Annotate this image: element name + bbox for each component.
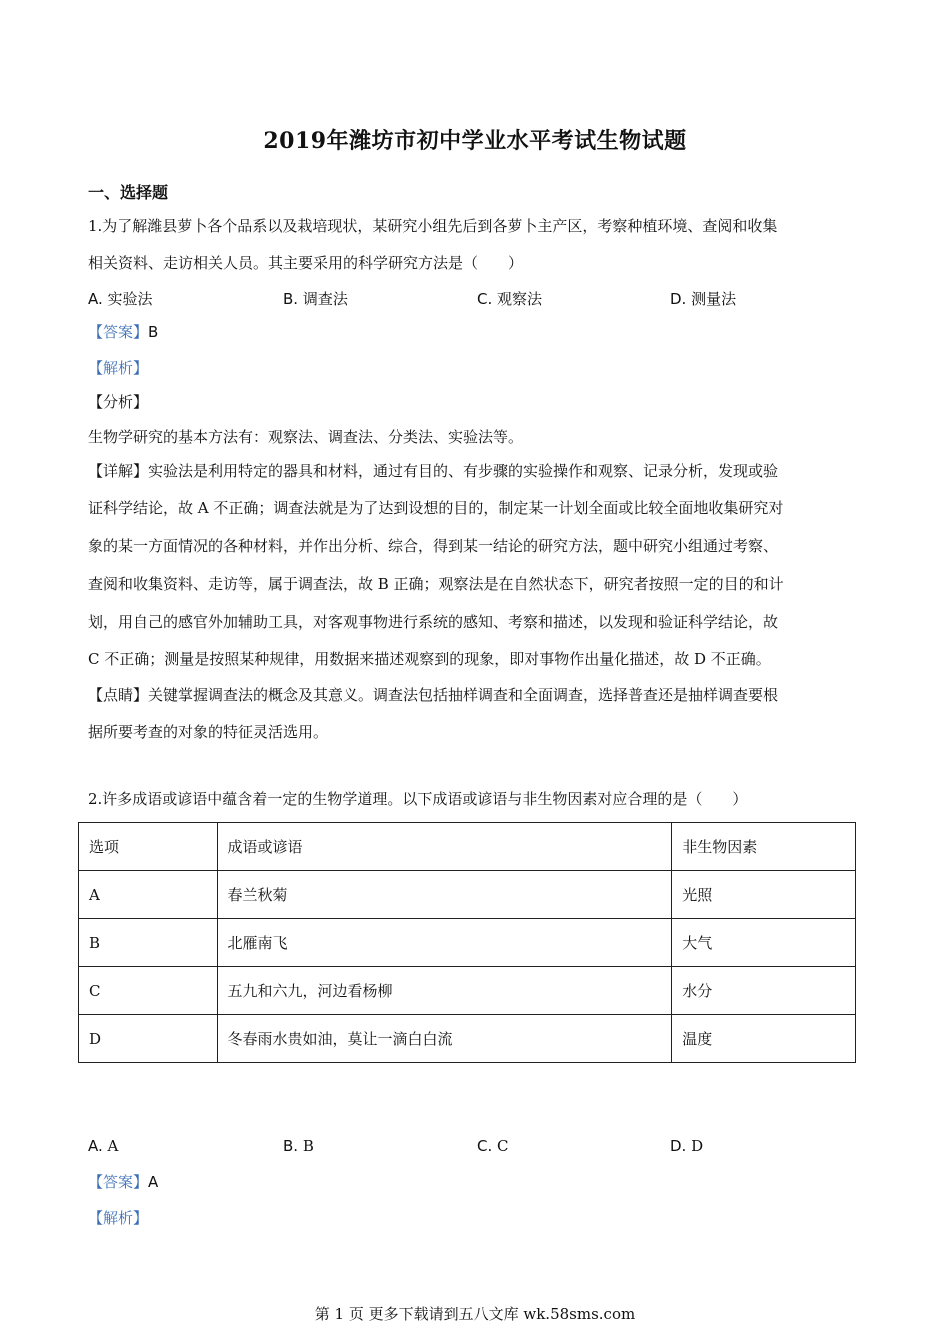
table-header-cell: 选项 <box>79 823 218 871</box>
q1-detail-line-2: 证科学结论，故 A 不正确；调查法就是为了达到设想的目的，制定某一计划全面或比较全面地收集研究对 <box>88 499 784 517</box>
q1-dianjing-line-1 <box>88 685 778 705</box>
option-letter: C. <box>477 1137 493 1155</box>
option-letter: C. <box>477 290 493 308</box>
table-cell: 大气 <box>672 919 856 967</box>
q2-option-c <box>477 1137 509 1155</box>
table-cell: 北雁南飞 <box>217 919 672 967</box>
dianjing-text: 关键掌握调查法的概念及其意义。调查法包括抽样调查和全面调查，选择普查还是抽样调查要根 <box>148 686 779 704</box>
document-title: 2019年潍坊市初中学业水平考试生物试题 <box>263 128 687 154</box>
table-cell: B <box>79 919 218 967</box>
q2-option-a <box>88 1137 118 1155</box>
table-row <box>79 919 856 967</box>
option-text: C <box>492 1137 509 1155</box>
q2-analysis-tag: 【解析】 <box>88 1209 149 1227</box>
table-cell: A <box>79 871 218 919</box>
table-row <box>79 871 856 919</box>
q1-option-d <box>670 288 736 309</box>
q2-option-d <box>670 1137 703 1155</box>
table-row <box>79 1015 856 1063</box>
table-cell: 温度 <box>672 1015 856 1063</box>
option-letter: B. <box>283 290 299 308</box>
table-cell: 水分 <box>672 967 856 1015</box>
option-text: 实验法 <box>102 290 153 308</box>
table-row <box>79 967 856 1015</box>
q1-detail-line-5: 划，用自己的感官外加辅助工具，对客观事物进行系统的感知、考察和描述，以发现和验证科学结论，故 <box>88 613 779 631</box>
detail-text: 实验法是利用特定的器具和材料，通过有目的、有步骤的实验操作和观察、记录分析，发现或验 <box>148 462 779 480</box>
table-header-row <box>79 823 856 871</box>
option-letter: D. <box>670 290 687 308</box>
page-footer: 第 1 页 更多下载请到五八文库 wk.58sms.com <box>314 1305 636 1323</box>
option-text: 观察法 <box>492 290 543 308</box>
q1-detail-line-4: 查阅和收集资料、走访等，属于调查法，故 B 正确；观察法是在自然状态下，研究者按照一定的目的和计 <box>88 575 784 593</box>
q1-fenxi-tag: 【分析】 <box>88 393 149 411</box>
option-letter: A. <box>88 1137 103 1155</box>
q1-analysis-tag: 【解析】 <box>88 359 149 377</box>
option-text: B <box>298 1137 314 1155</box>
q1-detail-line-3: 象的某一方面情况的各种材料，并作出分析、综合，得到某一结论的研究方法，题中研究小组通过考察、 <box>88 537 779 555</box>
table-header-cell: 非生物因素 <box>672 823 856 871</box>
table-cell: D <box>79 1015 218 1063</box>
option-text: A <box>102 1137 119 1155</box>
table-cell: 光照 <box>672 871 856 919</box>
option-text: 测量法 <box>686 290 737 308</box>
q2-table <box>78 822 856 1063</box>
q1-stem-line-2: 相关资料、走访相关人员。其主要采用的科学研究方法是（ ） <box>88 254 524 272</box>
option-text: D <box>686 1137 704 1155</box>
option-letter: A. <box>88 290 103 308</box>
q2-option-b <box>283 1137 314 1155</box>
answer-tag: 【答案】 <box>88 323 149 341</box>
table-cell: 冬春雨水贵如油，莫让一滴白白流 <box>217 1015 672 1063</box>
q2-stem: 2.许多成语或谚语中蕴含着一定的生物学道理。以下成语或谚语与非生物因素对应合理的是（ ） <box>88 790 748 808</box>
option-text: 调查法 <box>298 290 348 308</box>
section-heading: 一、选择题 <box>88 183 169 202</box>
q1-stem-line-1: 1.为了解潍县萝卜各个品系以及栽培现状，某研究小组先后到各萝卜主产区，考察种植环境、查阅和收集 <box>88 217 778 235</box>
answer-value: B <box>148 323 159 341</box>
table-header-cell: 成语或谚语 <box>217 823 672 871</box>
table-cell: C <box>79 967 218 1015</box>
q1-option-c <box>477 288 542 309</box>
q1-option-b <box>283 288 348 309</box>
answer-value: A <box>148 1173 159 1191</box>
q1-fenxi-text: 生物学研究的基本方法有：观察法、调查法、分类法、实验法等。 <box>88 428 524 446</box>
table-cell: 春兰秋菊 <box>217 871 672 919</box>
q1-option-a <box>88 288 153 309</box>
q1-detail-line-1 <box>88 461 778 481</box>
option-letter: B. <box>283 1137 299 1155</box>
table-cell: 五九和六九，河边看杨柳 <box>217 967 672 1015</box>
q1-answer <box>88 322 158 342</box>
answer-tag: 【答案】 <box>88 1173 149 1191</box>
q1-detail-line-6: C 不正确；测量是按照某种规律，用数据来描述观察到的现象，即对事物作出量化描述，故 D 不正确。 <box>88 650 771 668</box>
q1-dianjing-line-2: 据所要考查的对象的特征灵活选用。 <box>88 723 329 741</box>
dianjing-tag: 【点睛】 <box>88 686 149 704</box>
detail-tag: 【详解】 <box>88 462 149 480</box>
q2-answer <box>88 1172 158 1192</box>
option-letter: D. <box>670 1137 687 1155</box>
